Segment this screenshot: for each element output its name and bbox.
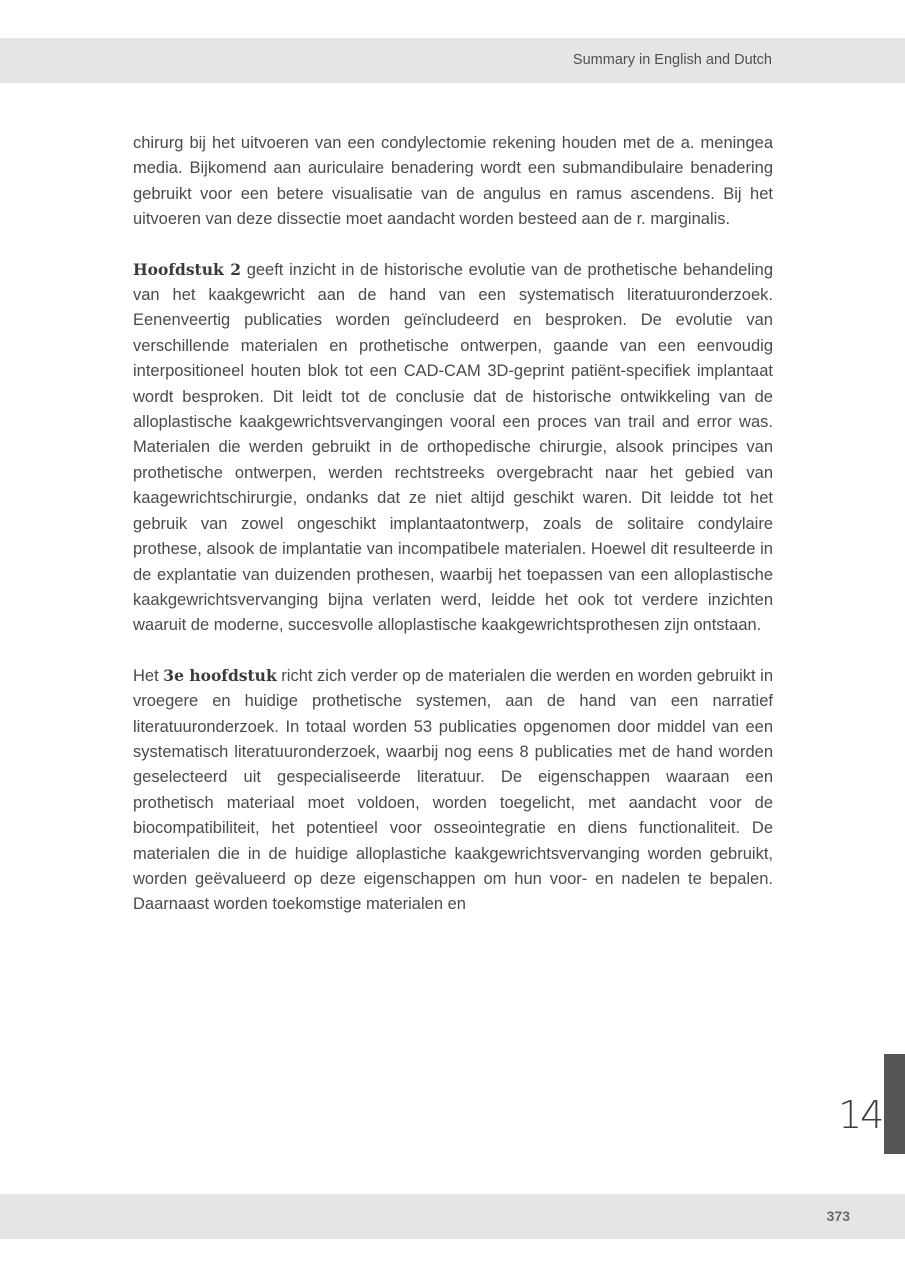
paragraph-3-lead: Het [133, 666, 164, 685]
chapter-thumb-tab [884, 1054, 905, 1154]
running-header-title: Summary in English and Dutch [572, 52, 772, 68]
chapter-2-heading: Hoofdstuk 2 [133, 259, 242, 279]
body-text [133, 131, 773, 942]
running-header [0, 38, 905, 83]
paragraph-1: chirurg bij het uitvoeren van een condylectomie rekening houden met de a. meningea media. Bijkomend aan auriculaire benadering wordt een submandibulaire benadering gebruikt voor een betere visualisatie van de angulus en ramus ascendens. Bij het uitvoeren van deze dissectie moet aandacht worden besteed aan de r. marginalis. [133, 134, 773, 229]
page-number: 373 [826, 1208, 850, 1224]
paragraph-3-text: richt zich verder op de materialen die werden en worden gebruikt in vroegere en huidige prothetische systemen, aan de hand van een narratief literatuuronderzoek. In totaal worden 53 publicaties opgenomen door middel van een systematisch literatuuronderzoek, waarbij nog eens 8 publicaties met de hand worden geselecteerd uit gespecialiseerde literatuur. De eigenschappen waaraan een prothetisch materiaal moet voldoen, worden toegelicht, met aandacht voor de biocompatibiliteit, het potentieel voor osseointegratie en diens functionaliteit. De materialen die in de huidige alloplastiche kaakgewrichtsvervanging worden gebruikt, worden geëvalueerd op deze eigenschappen om hun voor- en nadelen te bepalen. Daarnaast worden toekomstige materialen en [133, 666, 774, 914]
paragraph-2-text: geeft inzicht in de historische evolutie van de prothetische behandeling van het kaakgewricht aan de hand van een systematisch literatuuronderzoek. Eenenveertig publicaties worden geïncludeerd en besproken. De evolutie van verschillende materialen en prothetische ontwerpen, gaande van een eenvoudig interpositioneel houten blok tot een CAD-CAM 3D-geprint patiënt-specifiek implantaat wordt besproken. Dit leidt tot de conclusie dat de historische ontwikkeling van de alloplastische kaakgewrichtsvervangingen vooral een proces van trail and error was. Materialen die werden gebruikt in de orthopedische chirurgie, alsook principes van prothetische ontwerpen, werden rechtstreeks overgebracht naar het gebied van kaagewrichtschirurgie, ondanks dat ze niet altijd geschikt waren. Dit leidde tot het gebruik van zowel ongeschikt implantaatontwerp, zoals de solitaire condylaire prothese, alsook de implantatie van incompatibele materialen. Hoewel dit resulteerde in de explantatie van duizenden prothesen, waarbij het toepassen van een alloplastische kaakgewrichtsvervanging bijna verlaten werd, leidde het ook tot verdere inzichten waaruit de moderne, succesvolle alloplastische kaakgewrichtsprothesen zijn ontstaan. [133, 260, 774, 635]
page-footer [0, 1194, 905, 1239]
chapter-number: 14 [838, 1093, 883, 1137]
paragraph-3 [133, 663, 773, 918]
chapter-3-heading: 3e hoofdstuk [163, 665, 277, 685]
paragraph-2 [133, 257, 773, 639]
